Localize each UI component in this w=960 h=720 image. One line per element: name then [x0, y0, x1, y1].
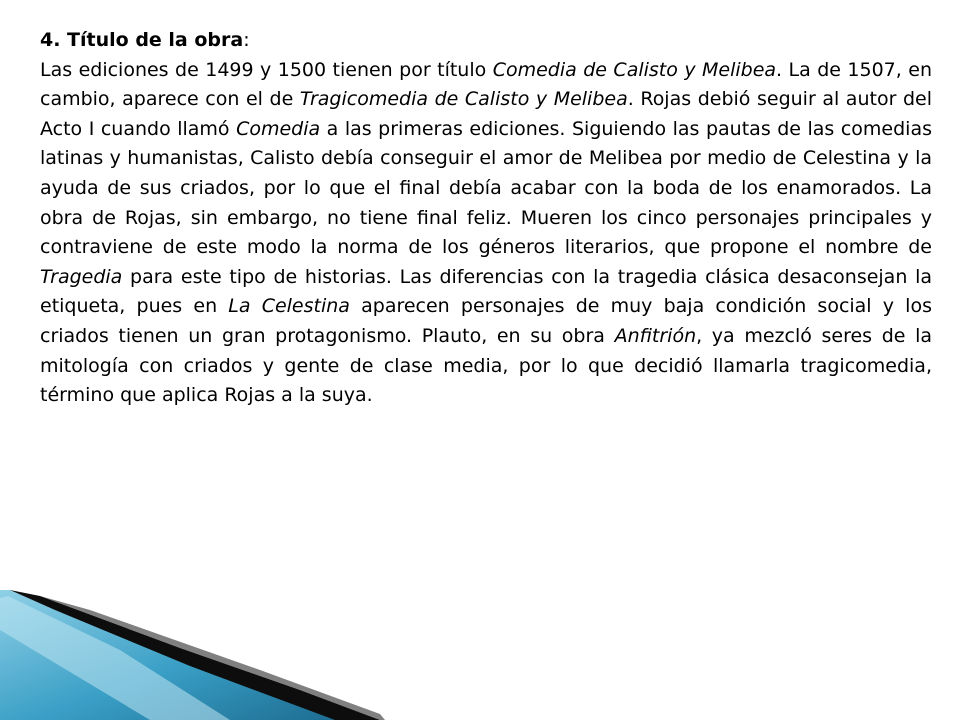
section-heading	[40, 26, 932, 56]
work-title-text: Tragicomedia de Calisto y Melibea	[299, 88, 628, 111]
paragraph-text: aparecen personajes de muy baja condición social y los criados tienen un gran protagonismo. Plauto, en su obra	[40, 295, 932, 347]
section-heading-text: 4. Título de la obra	[40, 29, 244, 51]
corner-decoration	[0, 590, 960, 720]
paragraph-text: . Rojas debió seguir al autor del Acto I cuando llamó	[40, 88, 932, 140]
body-paragraph	[40, 56, 932, 411]
paragraph-text: . La de 1507, en cambio, aparece con el de	[40, 58, 932, 111]
paragraph-text: , ya mezcló seres de la mitología con criados y gente de clase media, por lo que decidió llamarla tragicomedia, término que aplica Rojas a la suya.	[40, 324, 932, 407]
work-title-text: Comedia de Calisto y Melibea	[492, 58, 777, 81]
work-title-text: Tragedia	[40, 265, 123, 288]
paragraph-text: Las ediciones de 1499 y 1500 tienen por título	[40, 58, 493, 81]
work-title-text: La Celestina	[228, 295, 350, 318]
slide-body	[40, 26, 932, 411]
paragraph-text: a las primeras ediciones. Siguiendo las pautas de las comedias latinas y humanistas, Calisto debía conseguir el amor de Melibea por medio de Celestina y la ayuda de sus criados, por lo que el final debía acabar con la boda de los enamorados. La obra de Rojas, sin embargo, no tiene final feliz. Mueren los cinco personajes principales y contraviene de este modo la norma de los géneros literarios, que propone el nombre de	[40, 117, 933, 259]
work-title-text: Anfitrión	[614, 324, 697, 347]
section-heading-colon: :	[243, 29, 250, 51]
paragraph-text: para este tipo de historias. Las diferencias con la tragedia clásica desaconsejan la etiqueta, pues en	[40, 265, 932, 318]
work-title-text: Comedia	[236, 117, 321, 140]
